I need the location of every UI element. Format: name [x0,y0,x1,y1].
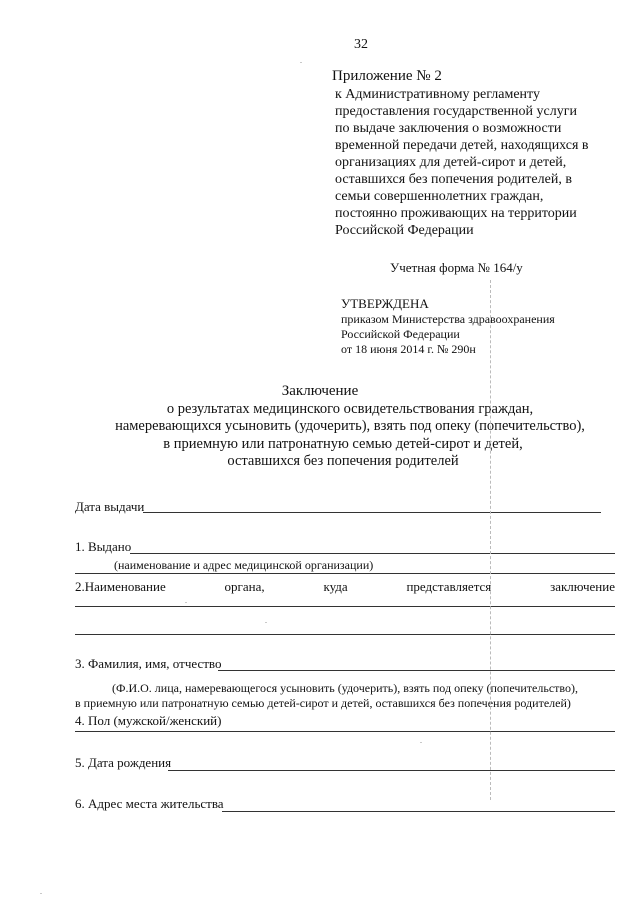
issue-date-line [143,512,601,513]
body-label-word: представляется [406,579,492,594]
issued-line-2 [75,573,615,574]
body-label-word: заключение [550,579,615,594]
approval-title: УТВЕРЖДЕНА [341,296,429,311]
scan-fold-line [490,280,491,800]
body-label-word: 2.Наименование [75,579,166,594]
document-subtitle-line: намеревающихся усыновить (удочерить), взять под опеку (попечительство), [115,418,585,434]
annex-line: по выдаче заключения о возможности [335,121,562,136]
fio-label: 3. Фамилия, имя, отчество [75,656,222,671]
birth-label: 5. Дата рождения [75,755,172,770]
body-label [75,579,615,595]
sex-line [75,731,615,732]
scan-speck [420,742,422,743]
sex-label: 4. Пол (мужской/женский) [75,713,222,728]
body-label-word: органа, [224,579,265,594]
issue-date-label: Дата выдачи [75,499,145,514]
page-number: 32 [354,37,368,52]
body-label-word: куда [323,579,348,594]
annex-line: временной передачи детей, находящихся в [335,138,589,153]
fio-hint: (Ф.И.О. лица, намеревающегося усыновить (удочерить), взять под опеку (попечительство), [112,681,578,695]
document-subtitle-line: оставшихся без попечения родителей [227,453,459,469]
scan-speck [40,893,42,894]
annex-line: Российской Федерации [335,223,474,238]
annex-line: постоянно проживающих на территории [335,206,577,221]
birth-line [168,770,615,771]
body-line [75,606,615,607]
document-title: Заключение [281,383,359,399]
annex-line: оставшихся без попечения родителей, в [335,172,572,187]
issued-hint: (наименование и адрес медицинской организации) [114,558,374,572]
form-number: Учетная форма № 164/у [390,260,523,275]
address-label: 6. Адрес места жительства [75,796,224,811]
document-subtitle-line: о результатах медицинского освидетельствования граждан, [166,401,534,417]
issued-label: 1. Выдано [75,539,132,554]
scan-speck [300,62,302,63]
approval-line: от 18 июня 2014 г. № 290н [341,342,476,356]
body-line [75,634,615,635]
approval-line: приказом Министерства здравоохранения [341,312,555,326]
document-subtitle-line: в приемную или патронатную семью детей-сирот и детей, [163,436,523,452]
scan-speck [185,602,187,603]
scan-speck [265,622,267,623]
annex-line: организациях для детей-сирот и детей, [335,155,567,170]
annex-line: к Административному регламенту [335,87,540,102]
issued-line [130,553,615,554]
fio-hint: в приемную или патронатную семью детей-сирот и детей, оставшихся без попечения родителей) [75,696,571,710]
approval-line: Российской Федерации [341,327,460,341]
annex-title: Приложение № 2 [332,68,442,84]
address-line [222,811,615,812]
fio-line [218,670,615,671]
annex-line: предоставления государственной услуги [335,104,577,119]
annex-line: семьи совершеннолетних граждан, [335,189,544,204]
